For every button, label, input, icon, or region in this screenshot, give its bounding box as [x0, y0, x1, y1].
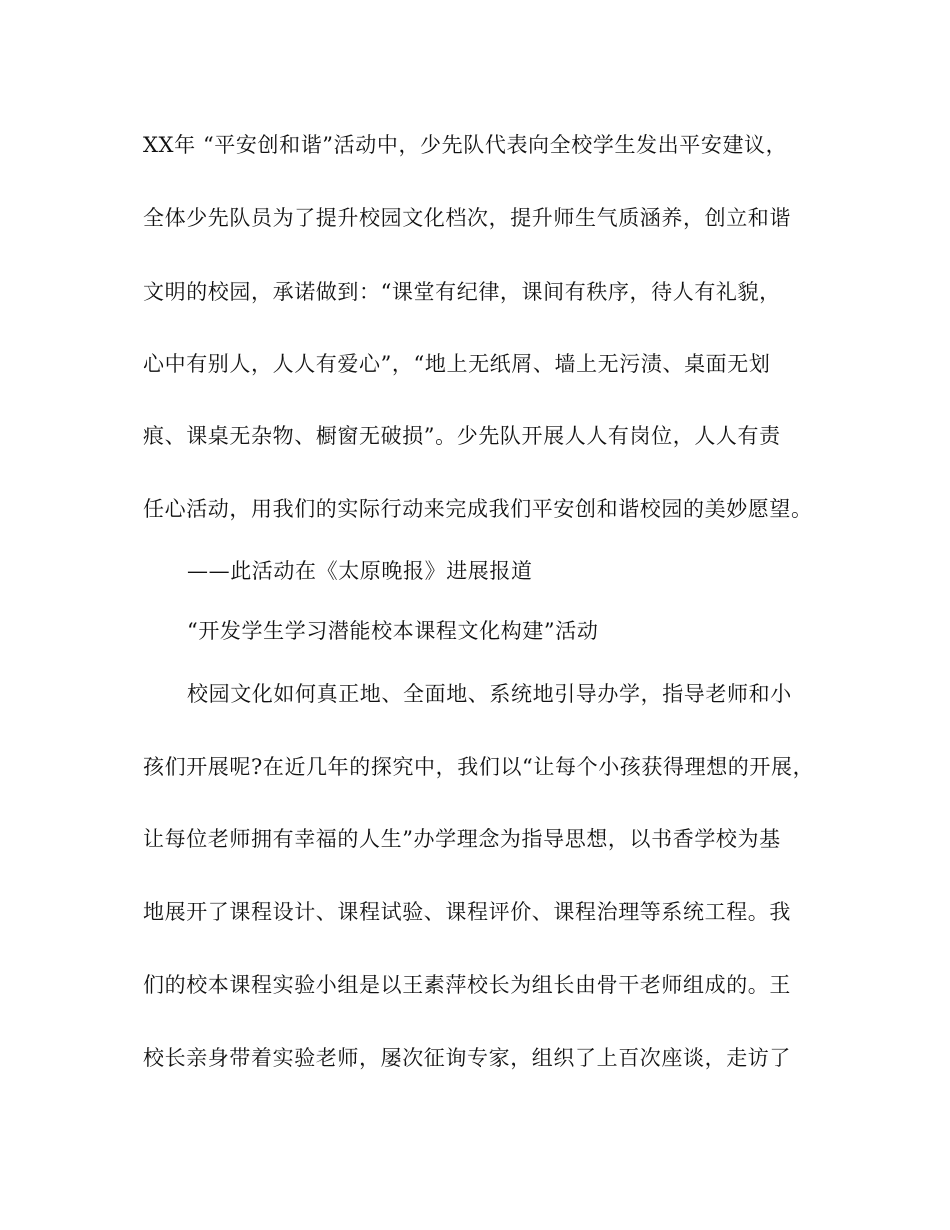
paragraph-line-2: 全体少先队员为了提升校园文化档次，提升师生气质涵养，创立和谐 — [143, 206, 791, 230]
report-note: ——此活动在《太原晚报》进展报道 — [187, 559, 533, 583]
paragraph-line-4: 心中有别人，人人有爱心”，“地上无纸屑、墙上无污渍、桌面无划 — [143, 352, 771, 376]
paragraph-line-3: 文明的校园，承诺做到：“课堂有纪律，课间有秩序，待人有礼貌， — [143, 280, 781, 304]
section-heading: “开发学生学习潜能校本课程文化构建”活动 — [187, 619, 599, 643]
paragraph-line-10: 地展开了课程设计、课程试验、课程评价、课程治理等系统工程。我 — [143, 900, 791, 924]
paragraph-line-11: 们的校本课程实验小组是以王素萍校长为组长由骨干老师组成的。王 — [143, 973, 791, 997]
paragraph-line-12: 校长亲身带着实验老师，屡次征询专家，组织了上百次座谈，走访了 — [143, 1046, 791, 1070]
paragraph-line-5: 痕、课桌无杂物、橱窗无破损”。少先队开展人人有岗位，人人有责 — [143, 424, 781, 448]
paragraph-line-7: 校园文化如何真正地、全面地、系统地引导办学，指导老师和小 — [187, 682, 792, 706]
paragraph-line-1: XX年 “平安创和谐”活动中，少先队代表向全校学生发出平安建议， — [143, 133, 788, 157]
paragraph-line-8: 孩们开展呢?在近几年的探究中，我们以“让每个小孩获得理想的开展， — [143, 755, 815, 779]
paragraph-line-6: 任心活动，用我们的实际行动来完成我们平安创和谐校园的美妙愿望。 — [143, 497, 813, 521]
paragraph-line-9: 让每位老师拥有幸福的人生”办学理念为指导思想，以书香学校为基 — [143, 827, 781, 851]
